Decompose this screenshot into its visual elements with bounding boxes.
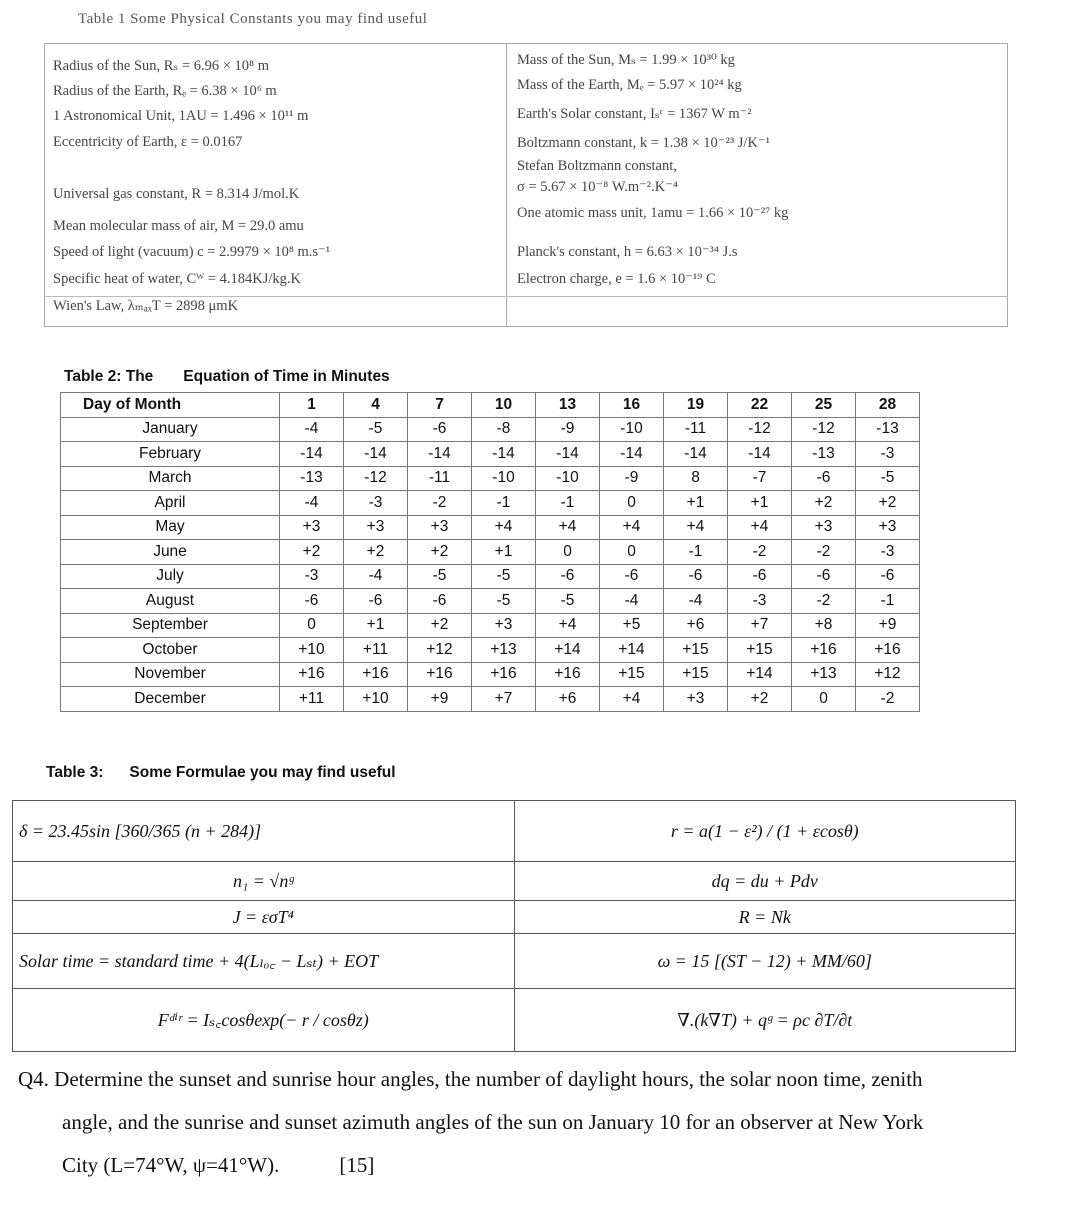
- table2-cell: +9: [856, 613, 920, 638]
- table2-cell: +16: [280, 662, 344, 687]
- table2-cell: +3: [344, 515, 408, 540]
- table2-cell: -14: [600, 442, 664, 467]
- table2-row: [61, 564, 920, 589]
- table2-cell: +10: [280, 638, 344, 663]
- table2-cell: +7: [472, 687, 536, 712]
- table2-month-label: March: [61, 466, 280, 491]
- table2-cell: +15: [600, 662, 664, 687]
- table2-cell: -4: [600, 589, 664, 614]
- table2-cell: +16: [472, 662, 536, 687]
- table2-cell: +15: [728, 638, 792, 663]
- table3-row: [13, 801, 1016, 862]
- table2-cell: -9: [600, 466, 664, 491]
- table2-cell: -14: [728, 442, 792, 467]
- formulae-table: [12, 800, 1016, 1052]
- table2-cell: 8: [664, 466, 728, 491]
- table2-cell: -1: [536, 491, 600, 516]
- table2-cell: -6: [792, 564, 856, 589]
- formula-left: δ = 23.45sin [360/365 (n + 284)]: [13, 801, 515, 862]
- table2-cell: -1: [664, 540, 728, 565]
- table2-cell: +4: [664, 515, 728, 540]
- table2-cell: +3: [472, 613, 536, 638]
- table2-cell: 0: [280, 613, 344, 638]
- table2-cell: +16: [408, 662, 472, 687]
- table2-cell: -5: [408, 564, 472, 589]
- table2-cell: -14: [536, 442, 600, 467]
- table2-cell: +2: [408, 613, 472, 638]
- table2-cell: +7: [728, 613, 792, 638]
- table2-cell: +3: [408, 515, 472, 540]
- table2-cell: -5: [536, 589, 600, 614]
- table3-caption: [46, 764, 396, 782]
- formula-left: J = εσT⁴: [13, 901, 515, 934]
- table2-month-label: December: [61, 687, 280, 712]
- table2-month-label: November: [61, 662, 280, 687]
- table2-cell: -14: [280, 442, 344, 467]
- table2-cell: -3: [344, 491, 408, 516]
- table2-month-label: April: [61, 491, 280, 516]
- question-q4: [18, 1058, 1068, 1187]
- table1-right-item: Mass of the Sun, Mₛ = 1.99 × 10³⁰ kg: [517, 52, 735, 68]
- table3-row: [13, 901, 1016, 934]
- table2-month-label: August: [61, 589, 280, 614]
- table2-cell: +3: [280, 515, 344, 540]
- table1-left-item: Eccentricity of Earth, ε = 0.0167: [53, 134, 243, 150]
- table1-row-divider: [45, 296, 1007, 297]
- table2-cell: +12: [408, 638, 472, 663]
- question-line-3: [18, 1144, 1068, 1187]
- formula-right: dq = du + Pdv: [514, 862, 1016, 901]
- table2-cell: +3: [664, 687, 728, 712]
- table2-header-label: Day of Month: [61, 393, 280, 418]
- table2-day-header: 1: [280, 393, 344, 418]
- table1-right-item: Electron charge, e = 1.6 × 10⁻¹⁹ C: [517, 271, 716, 287]
- table2-cell: +14: [728, 662, 792, 687]
- table2-cell: +15: [664, 662, 728, 687]
- table2-cell: +4: [536, 515, 600, 540]
- table1-right-item: σ = 5.67 × 10⁻⁸ W.m⁻².K⁻⁴: [517, 179, 678, 195]
- table2-month-label: May: [61, 515, 280, 540]
- table2-row: [61, 540, 920, 565]
- table2-cell: +2: [344, 540, 408, 565]
- table2-row: [61, 589, 920, 614]
- table2-cell: -8: [472, 417, 536, 442]
- table2-cell: +11: [344, 638, 408, 663]
- table2-cell: -10: [536, 466, 600, 491]
- table2-cell: -6: [280, 589, 344, 614]
- table2-cell: -3: [856, 442, 920, 467]
- table2-cell: +1: [344, 613, 408, 638]
- formula-right: ω = 15 [(ST − 12) + MM/60]: [514, 934, 1016, 989]
- table2-cell: -13: [280, 466, 344, 491]
- table1-left-item: Radius of the Sun, Rₛ = 6.96 × 10⁸ m: [53, 58, 270, 74]
- table1-right-item: Stefan Boltzmann constant,: [517, 158, 677, 174]
- table2-cell: -5: [344, 417, 408, 442]
- table2-month-label: October: [61, 638, 280, 663]
- table2-cell: +12: [856, 662, 920, 687]
- table2-cell: -12: [344, 466, 408, 491]
- table2-month-label: September: [61, 613, 280, 638]
- table2-day-header: 19: [664, 393, 728, 418]
- table2-month-label: June: [61, 540, 280, 565]
- table2-cell: +2: [728, 687, 792, 712]
- table2-cell: -6: [408, 589, 472, 614]
- formula-left: n₁ = √nᵍ: [13, 862, 515, 901]
- table2-row: [61, 638, 920, 663]
- table2-row: [61, 442, 920, 467]
- table3-row: [13, 934, 1016, 989]
- table2-cell: -6: [536, 564, 600, 589]
- table2-cell: +6: [664, 613, 728, 638]
- table2-cell: +4: [728, 515, 792, 540]
- table2-cell: -5: [472, 589, 536, 614]
- table3-row: [13, 862, 1016, 901]
- table2-cell: -11: [664, 417, 728, 442]
- table1-left-item: Radius of the Earth, Rₑ = 6.38 × 10⁶ m: [53, 83, 277, 99]
- table2-cell: +13: [472, 638, 536, 663]
- table1-left-item: Wien's Law, λₘₐₓT = 2898 μmK: [53, 298, 239, 314]
- table2-day-header: 16: [600, 393, 664, 418]
- table2-cell: -9: [536, 417, 600, 442]
- table2-cell: -5: [856, 466, 920, 491]
- table2-cell: -7: [728, 466, 792, 491]
- table2-month-label: February: [61, 442, 280, 467]
- table2-cell: -12: [792, 417, 856, 442]
- table2-cell: -5: [472, 564, 536, 589]
- table2-cell: +6: [536, 687, 600, 712]
- table2-cell: +2: [280, 540, 344, 565]
- table2-cell: +1: [664, 491, 728, 516]
- table2-cell: +11: [280, 687, 344, 712]
- table2-cell: -14: [664, 442, 728, 467]
- table2-day-header: 22: [728, 393, 792, 418]
- table2-cell: -10: [472, 466, 536, 491]
- table2-day-header: 4: [344, 393, 408, 418]
- table2-cell: -6: [408, 417, 472, 442]
- table2-cell: +16: [536, 662, 600, 687]
- formula-right: ∇.(k∇T) + qᵍ = ρc ∂T/∂t: [514, 989, 1016, 1052]
- table2-cell: -6: [344, 589, 408, 614]
- table2-cell: -4: [280, 491, 344, 516]
- table2-cell: -6: [856, 564, 920, 589]
- table2-cell: -6: [728, 564, 792, 589]
- table2-cell: -6: [600, 564, 664, 589]
- table2-cell: +16: [344, 662, 408, 687]
- table2-cell: -4: [664, 589, 728, 614]
- table2-cell: +14: [536, 638, 600, 663]
- table2-cell: -4: [344, 564, 408, 589]
- table2-cell: 0: [600, 491, 664, 516]
- formula-left: Solar time = standard time + 4(Lₗₒ꜀ − Lₛₜ) + EOT: [13, 934, 515, 989]
- table2-row: [61, 687, 920, 712]
- table2-row: [61, 613, 920, 638]
- table2-cell: -6: [792, 466, 856, 491]
- table2-cell: -1: [472, 491, 536, 516]
- table2-cell: -3: [728, 589, 792, 614]
- table2-cell: +5: [600, 613, 664, 638]
- question-line-3-text: City (L=74°W, ψ=41°W).: [62, 1153, 280, 1177]
- table2-cell: -14: [408, 442, 472, 467]
- table2-caption: [64, 368, 420, 386]
- table2-row: [61, 466, 920, 491]
- table2-row: [61, 515, 920, 540]
- table2-cell: -2: [728, 540, 792, 565]
- table2-cell: +4: [600, 515, 664, 540]
- table1-right-item: Mass of the Earth, Mₑ = 5.97 × 10²⁴ kg: [517, 77, 742, 93]
- table2-row: [61, 417, 920, 442]
- table1-left-item: Specific heat of water, Cᵂ = 4.184KJ/kg.K: [53, 271, 301, 287]
- question-line-2: angle, and the sunrise and sunset azimuth angles of the sun on January 10 for an observer at New York: [62, 1110, 924, 1134]
- formula-left: Fᵈⁱʳ = Iₛ꜀cosθexp(− r / cosθz): [13, 989, 515, 1052]
- table1-right-item: Boltzmann constant, k = 1.38 × 10⁻²³ J/K⁻¹: [517, 135, 770, 151]
- table2-cell: +1: [472, 540, 536, 565]
- table2-cell: +9: [408, 687, 472, 712]
- table2-cell: +16: [792, 638, 856, 663]
- table2-cell: +4: [472, 515, 536, 540]
- table2-cell: -12: [728, 417, 792, 442]
- formula-right: R = Nk: [514, 901, 1016, 934]
- table2-header-row: [61, 393, 920, 418]
- table2-day-header: 13: [536, 393, 600, 418]
- table2-cell: +3: [792, 515, 856, 540]
- table1-right-item: One atomic mass unit, 1amu = 1.66 × 10⁻²⁷ kg: [517, 205, 789, 221]
- table2-cell: -2: [792, 540, 856, 565]
- table2-cell: -14: [344, 442, 408, 467]
- table2-cell: +3: [856, 515, 920, 540]
- table2-month-label: January: [61, 417, 280, 442]
- table2-cell: +15: [664, 638, 728, 663]
- table2-cell: +2: [792, 491, 856, 516]
- table2-cell: -6: [664, 564, 728, 589]
- table2-cell: +14: [600, 638, 664, 663]
- table1-left-item: 1 Astronomical Unit, 1AU = 1.496 × 10¹¹ m: [53, 108, 309, 124]
- table2-day-header: 28: [856, 393, 920, 418]
- table2-cell: +4: [536, 613, 600, 638]
- table2-cell: -2: [792, 589, 856, 614]
- table2-cell: -11: [408, 466, 472, 491]
- table2-cell: 0: [600, 540, 664, 565]
- table2-cell: -14: [472, 442, 536, 467]
- table2-row: [61, 662, 920, 687]
- table2-caption-title: Equation of Time in Minutes: [183, 368, 390, 385]
- table2-day-header: 7: [408, 393, 472, 418]
- table2-day-header: 25: [792, 393, 856, 418]
- table2-cell: -2: [856, 687, 920, 712]
- table2-cell: -13: [792, 442, 856, 467]
- table2-day-header: 10: [472, 393, 536, 418]
- table2-cell: -3: [856, 540, 920, 565]
- table1-left-item: Mean molecular mass of air, M = 29.0 amu: [53, 218, 304, 234]
- table2-cell: -1: [856, 589, 920, 614]
- table2-row: [61, 491, 920, 516]
- table2-cell: +4: [600, 687, 664, 712]
- table3-row: [13, 989, 1016, 1052]
- table2-cell: 0: [536, 540, 600, 565]
- table2-cell: -3: [280, 564, 344, 589]
- table2-month-label: July: [61, 564, 280, 589]
- formula-right: r = a(1 − ε²) / (1 + εcosθ): [514, 801, 1016, 862]
- table2-cell: +2: [408, 540, 472, 565]
- table3-caption-title: Some Formulae you may find useful: [129, 764, 396, 781]
- table2-cell: +16: [856, 638, 920, 663]
- question-line-1: Q4. Determine the sunset and sunrise hour angles, the number of daylight hours, the solar noon time, zenith: [18, 1067, 923, 1091]
- question-marks: [15]: [339, 1153, 375, 1177]
- table2-cell: -13: [856, 417, 920, 442]
- table1-caption: Table 1 Some Physical Constants you may find useful: [78, 11, 428, 27]
- table2-cell: +2: [856, 491, 920, 516]
- equation-of-time-table: [60, 392, 920, 712]
- table2-cell: -10: [600, 417, 664, 442]
- table1-right-item: Planck's constant, h = 6.63 × 10⁻³⁴ J.s: [517, 244, 738, 260]
- table1-left-item: Speed of light (vacuum) c = 2.9979 × 10⁸ m.s⁻¹: [53, 244, 331, 260]
- table3-caption-label: Table 3:: [46, 764, 104, 781]
- table2-caption-label: Table 2: The: [64, 368, 154, 385]
- table1-left-item: Universal gas constant, R = 8.314 J/mol.K: [53, 186, 300, 202]
- table2-cell: -4: [280, 417, 344, 442]
- table1-column-divider: [506, 44, 507, 326]
- table2-cell: 0: [792, 687, 856, 712]
- table1-right-item: Earth's Solar constant, Iₛᶜ = 1367 W m⁻²: [517, 106, 752, 122]
- table2-cell: +8: [792, 613, 856, 638]
- table2-cell: +1: [728, 491, 792, 516]
- table2-cell: -2: [408, 491, 472, 516]
- table2-cell: +13: [792, 662, 856, 687]
- table2-cell: +10: [344, 687, 408, 712]
- physical-constants-table: [44, 43, 1008, 327]
